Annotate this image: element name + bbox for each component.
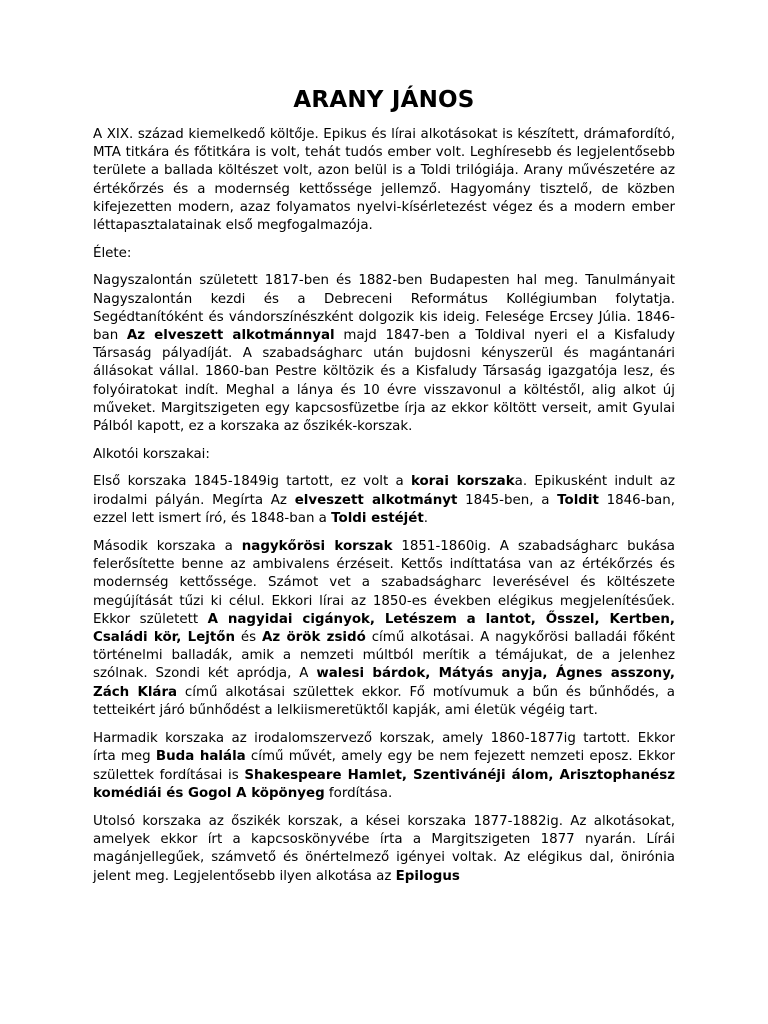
text-run: Második korszaka a — [93, 539, 242, 555]
text-run: című alkotásai születtek ekkor. Fő motívumuk a bűn és bűnhődés, a tetteikért járó bűnhődést a lelkiismeretüktől kapják, ami életük végéig tart. — [93, 684, 675, 718]
text-run: . — [423, 510, 429, 526]
text-run: majd 1847-ben a Toldival nyeri el a Kisfaludy Társaság pályadíját. A szabadságharc után bujdosni kényszerül és magántanári állásokat vállal. 1860-ban Pestre költözik és a Kisfaludy Társaság igazgatója lesz, és folyóiratokat indít. Meghal a lánya és 10 évre visszavonul a költéstől, alig alkot új műveket. Margitszigeten egy kapcsosfüzetbe írja az ekkor költött verseit, amit Gyulai Pálból kapott, ez a korszaka az őszikék-korszak. — [93, 328, 676, 435]
text-run: Nagyszalontán született 1817-ben és 1882-ben Budapesten hal meg. Tanulmányait Nagyszalontán kezdi és a Debreceni Református Kollégiumban folytatja. Segédtanítóként és vándorszínészként dolgozik kis ideig. Felesége Ercsey Júlia. 1846-ban — [93, 273, 675, 344]
section-label-life: Élete: — [93, 246, 132, 262]
text-run: fordítása. — [324, 785, 393, 801]
bold-title: Toldit — [557, 492, 599, 508]
text-run: című művét, amely egy be nem fejezett nemzeti eposz. Ekkor születtek fordításai is — [93, 749, 675, 783]
bold-title: Az elveszett alkotmánnyal — [126, 328, 335, 344]
period-paragraph-third — [93, 730, 675, 803]
text-run: 1846-ban, ezzel lett ismert író, és 1848-ban a — [93, 492, 675, 526]
period-paragraph-first — [93, 473, 675, 528]
bold-title: A nagyidai cigányok, Letészem a lantot, Ősszel, Kertben, Családi kör, Lejtőn — [93, 611, 675, 646]
document-title: ARANY JÁNOS — [293, 87, 475, 113]
bold-title: elveszett alkotmányt — [294, 492, 458, 508]
text-run: a. Epikusként indult az irodalmi pályán. Megírta Az — [93, 474, 675, 508]
section-label-periods: Alkotói korszakai: — [93, 447, 210, 463]
bold-title: Toldi estéjét — [331, 510, 424, 526]
text-run: 1851-1860ig. A szabadságharc bukása felerősítette benne az ambivalens érzéseit. Kettős indíttatása van az értékőrzés és modernség kettőssége. Számot vet a szabadságharc leverésével és költészete megújítását tűzi ki célul. Ekkori lírai az 1850-es években elégikus megjelenítésűek. Ekkor született — [93, 539, 675, 627]
bold-title: walesi bárdok, Mátyás anyja, Ágnes asszony, Zách Klára — [93, 666, 675, 700]
bold-title: Shakespeare Hamlet, Szentivánéji álom, Arisztophanész komédiái és Gogol A köpönyeg — [93, 767, 675, 801]
bold-title: Epilogus — [395, 868, 460, 884]
text-run: Harmadik korszaka az irodalomszervező korszak, amely 1860-1877ig tartott. Ekkor írta meg — [93, 731, 675, 765]
bold-title: nagykőrösi korszak — [241, 539, 393, 555]
bold-title: Buda halála — [155, 749, 246, 765]
text-run: Első korszaka 1845-1849ig tartott, ez volt a — [93, 474, 411, 490]
text-run: 1845-ben, a — [457, 492, 558, 508]
intro-paragraph — [93, 126, 675, 235]
period-paragraph-second — [93, 538, 675, 720]
life-paragraph — [93, 272, 675, 436]
text-run: A XIX. század kiemelkedő költője. Epikus és lírai alkotásokat is készített, drámafordító, MTA titkára és főtitkára is volt, tehát tudós ember volt. Leghíresebb és legjelentősebb területe a ballada költészet volt, azon belül is a Toldi trilógiája. Arany művészetére az értékőrzés és a modernség kettőssége jellemző. Hagyomány tisztelő, de közben kifejezetten modern, azaz folyamatos nyelvi-kísérletezést végez és a modern ember léttapasztalatainak első megfogalmazója. — [93, 127, 675, 234]
text-run: és — [235, 630, 263, 646]
bold-title: Az örök zsidó — [262, 630, 366, 646]
period-paragraph-last — [93, 813, 675, 886]
bold-title: korai korszak — [410, 474, 515, 490]
text-run: című alkotásai. A nagykőrösi balladái főként történelmi balladák, amik a nemzeti múltból merítik a témájukat, de a jelenhez szólnak. Szondi két apródja, A — [93, 630, 676, 682]
document-page — [93, 84, 675, 896]
text-run: Utolsó korszaka az őszikék korszak, a kései korszaka 1877-1882ig. Az alkotásokat, amelyek ekkor írt a kapcsoskönyvébe írta a Margitszigeten 1877 nyarán. Lírái magánjellegűek, számvető és önértelmező igényei voltak. Az elégikus dal, önirónia jelent meg. Legjelentősebb ilyen alkotása az — [93, 813, 675, 884]
